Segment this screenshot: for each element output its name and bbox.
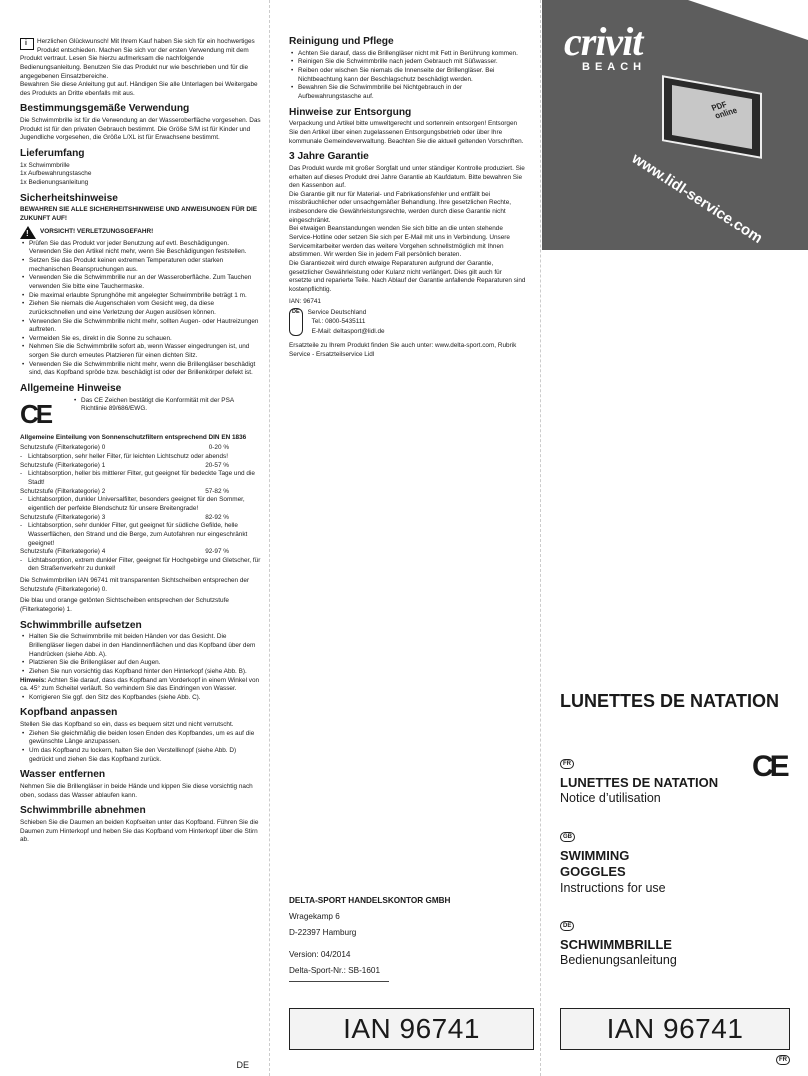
company-city: D-22397 Hamburg — [289, 927, 357, 937]
intro-block — [20, 38, 261, 98]
band-list — [20, 730, 261, 765]
spare-parts-text: Ersatzteile zu Ihrem Produkt finden Sie auch unter: www.delta-sport.com, Rubrik Service - Ersatzteilservice Lidl — [289, 342, 517, 358]
list-item: • Ziehen Sie niemals die Augenschalen vom Gesicht weg, da diese zurückschnellen und eine Verletzung der Augen auslösen können. — [20, 300, 261, 317]
list-item: • Platzieren Sie die Brillengläser auf den Augen. — [20, 659, 261, 668]
list-item: • Verwenden Sie die Schwimmbrille nur an der Wasseroberfläche. Zum Tauchen verwenden Sie bitte eine Tauchermaske. — [20, 274, 261, 291]
language-subtitle: Bedienungsanleitung — [560, 953, 677, 968]
filter-row: Schutzstufe (Filterkategorie) 1 20-57 % — [20, 461, 229, 469]
scope-item: 1x Schwimmbrille — [20, 161, 70, 169]
scope-item: 1x Aufbewahrungstasche — [20, 170, 92, 178]
heading-fit: Schwimmbrille aufsetzen — [20, 619, 142, 631]
language-badge: GB — [560, 832, 575, 842]
language-title: LUNETTES DE NATATION — [560, 775, 719, 790]
list-item: • Nehmen Sie die Schwimmbrille sofort ab, wenn Wasser eingedrungen ist, und sorgen Sie durch erneutes Platzieren für einen dichten Sitz. — [20, 343, 261, 360]
filter-desc: - Lichtabsorption, sehr heller Filter, für leichten Lichtschutz oder abends! — [20, 453, 261, 462]
intro-text-2: Bewahren Sie diese Anleitung gut auf. Händigen Sie alle Unterlagen bei Weitergabe des Produkts an Dritte ebenfalls mit aus. — [20, 81, 258, 97]
heading-band: Kopfband anpassen — [20, 707, 118, 719]
filter-row: Schutzstufe (Filterkategorie) 0 0-20 % — [20, 444, 229, 452]
filter-desc: - Lichtabsorption, heller bis mittlerer Filter, gut geeignet für bedeckte Tage und die Stadt! — [20, 470, 261, 487]
pdf-online-label: PDF online — [710, 99, 739, 121]
warning-triangle-icon: ! — [20, 226, 36, 239]
ce-mark-icon: CE — [752, 750, 786, 783]
ian-line: IAN: 96741 — [289, 297, 321, 305]
ian-number-box: IAN 96741 — [289, 1008, 534, 1050]
list-item: • Ziehen Sie nun vorsichtig das Kopfband hinter den Hinterkopf (siehe Abb. B). — [20, 668, 261, 677]
ce-note: • Das CE Zeichen bestätigt die Konformität mit der PSA Richtlinie 89/686/EWG. — [72, 397, 261, 414]
remove-text: Schieben Sie die Daumen an beiden Kopfseiten unter das Kopfband. Führen Sie die Daumen zum Hinterkopf und heben Sie das Kopfband vom Hinterkopf über die Stirn ab. — [20, 819, 259, 844]
service-name: Service Deutschland — [307, 309, 367, 317]
service-url: www.lidl-service.com — [628, 150, 766, 248]
ian-number-box: IAN 96741 — [560, 1008, 790, 1050]
water-text: Nehmen Sie die Brillengläser in beide Hände und kippen Sie diese vorsichtig nach oben, sodass das Wasser ablaufen kann. — [20, 783, 253, 799]
cover-page — [542, 0, 808, 1076]
warning-line — [20, 226, 261, 239]
filter-note: Die Schwimmbrillen IAN 96741 mit transparenten Sichtscheiben entsprechen der Schutzstufe (Filterkategorie) 0. — [20, 577, 250, 593]
language-subtitle: Notice d’utilisation — [560, 791, 661, 806]
care-list — [289, 50, 526, 102]
heading-water: Wasser entfernen — [20, 769, 106, 781]
list-item: • Achten Sie darauf, dass die Brillengläser nicht mit Fett in Berührung kommen. — [289, 50, 526, 59]
ce-mark-icon: CE — [20, 398, 51, 429]
filter-row: Schutzstufe (Filterkategorie) 3 82-92 % — [20, 513, 229, 521]
list-item: • Reiben oder wischen Sie niemals die Innenseite der Brillengläser. Bei Nichtbeachtung kann der Beschlagschutz beschädigt werden. — [289, 67, 526, 84]
company-street: Wragekamp 6 — [289, 911, 340, 921]
page-language-badge: FR — [776, 1055, 790, 1065]
list-item: • Bewahren Sie die Schwimmbrille bei Nichtgebrauch in der Aufbewahrungstasche auf. — [289, 84, 526, 101]
heading-scope: Lieferumfang — [20, 148, 85, 160]
intended-use-text: Die Schwimmbrille ist für die Verwendung an der Wasseroberfläche vorgesehen. Das Produkt ist für den privaten Gebrauch bestimmt. Die Größe S/M ist für Kinder und Jugendliche vorgesehen, die Größe L/XL ist für Erwachsene bestimmt. — [20, 117, 261, 142]
product-number: Delta-Sport-Nr.: SB-1601 — [289, 965, 381, 975]
language-entry-fr — [560, 752, 718, 807]
company-name: DELTA-SPORT HANDELSKONTOR GMBH — [289, 896, 451, 905]
heading-general: Allgemeine Hinweise — [20, 383, 122, 395]
cover-header — [542, 0, 808, 250]
fit-hint: Hinweis: Achten Sie darauf, dass das Kopfband am Vorderkopf in einem Winkel von ca. 45° zum Scheitel verläuft. So verhindern Sie das Eindringen von Wasser. — [20, 676, 260, 693]
list-item: • Reinigen Sie die Schwimmbrille nach jedem Gebrauch mit Süßwasser. — [289, 58, 526, 67]
page-column-de-1 — [0, 0, 270, 1076]
language-title: SWIMMING GOGGLES — [560, 848, 630, 880]
service-email: E-Mail: deltasport@lidl.de — [311, 327, 385, 335]
list-item: • Ziehen Sie gleichmäßig die beiden losen Enden des Kopfbandes, um es auf die gewünschte Länge anzupassen. — [20, 730, 261, 747]
list-item: • Halten Sie die Schwimmbrille mit beiden Händen vor das Gesicht. Die Brillengläser liegen dabei in den Handinnenflächen und das Kopfband über dem Handrücken (siehe Abb. A). — [20, 633, 261, 659]
fit-list — [20, 633, 261, 676]
laptop-icon — [662, 75, 762, 159]
list-item: • Verwenden Sie die Schwimmbrille nicht mehr, sollten Augen- oder Hautreizungen auftreten. — [20, 318, 261, 335]
service-phone: Tel.: 0800-5435111 — [311, 318, 366, 326]
warning-text: VORSICHT! VERLETZUNGSGEFAHR! — [40, 227, 154, 235]
language-entry-gb — [560, 825, 670, 896]
page-column-de-2 — [271, 0, 541, 1076]
disposal-text: Verpackung und Artikel bitte umweltgerecht und sortenrein entsorgen! Entsorgen Sie den Artikel über einen zugelassenen Entsorgungsbetrieb oder über Ihre kommunale Gemeindeverwaltung. Beachten Sie die aktuell geltenden Vorschriften. — [289, 120, 524, 145]
language-title: SCHWIMMBRILLE — [560, 937, 672, 952]
warranty-text: Bei etwaigen Beanstandungen wenden Sie sich bitte an die unten stehende Service-Hotline oder setzen Sie sich per E-Mail mit uns in Verbindung. Unsere Servicemitarbeiter werden das weitere Vorgehen schnellstmöglich mit Ihnen abstimmen. Wir werden Sie in jedem Fall persönlich beraten. — [289, 225, 510, 259]
version-label: Version: 04/2014 — [289, 949, 351, 959]
language-subtitle: Instructions for use — [560, 880, 666, 895]
heading-care: Reinigung und Pflege — [289, 36, 394, 47]
service-block — [289, 308, 526, 336]
manual-info-icon — [20, 38, 34, 50]
heading-remove: Schwimmbrille abnehmen — [20, 805, 146, 817]
safety-list — [20, 240, 261, 378]
safety-caps-text: BEWAHREN SIE ALLE SICHERHEITSHINWEISE UND ANWEISUNGEN FÜR DIE ZUKUNFT AUF! — [20, 206, 258, 223]
list-item: • Vermeiden Sie es, direkt in die Sonne zu schauen. — [20, 335, 261, 344]
divider — [289, 981, 389, 982]
heading-disposal: Hinweise zur Entsorgung — [289, 106, 412, 118]
filter-note: Die blau und orange getönten Sichtscheiben entsprechen der Schutzstufe (Filterkategorie) 1. — [20, 597, 229, 613]
country-badge: DE — [289, 308, 303, 336]
filter-desc: - Lichtabsorption, extrem dunkler Filter, geeignet für Hochgebirge und Gletscher, für den Straßenverkehr zu dunkel! — [20, 557, 261, 574]
warranty-text: Die Garantiezeit wird durch etwaige Reparaturen aufgrund der Garantie, gesetzlicher Gewährleistung oder Kulanz nicht verlängert. Dies gilt auch für ersetzte und reparierte Teile. Nach Ablauf der Garantie anfallende Reparaturen sind kostenpflichtig. — [289, 259, 526, 293]
list-item: • Korrigieren Sie ggf. den Sitz des Kopfbandes (siehe Abb. C). — [20, 694, 261, 703]
language-entry-de — [560, 914, 677, 969]
page-language-label: DE — [236, 1060, 249, 1070]
company-address — [289, 893, 450, 982]
brand-logo: crivit BEACH — [564, 19, 647, 73]
heading-safety: Sicherheitshinweise — [20, 192, 118, 204]
product-title: LUNETTES DE NATATION — [560, 691, 779, 711]
intro-text: Herzlichen Glückwunsch! Mit Ihrem Kauf haben Sie sich für ein hochwertiges Produkt entschieden. Machen Sie sich vor der ersten Verwendung mit dem Produkt vertraut. Lesen Sie hierzu aufmerksam die nachfolgende Bedienungsanleitung. Benutzen Sie das Produkt nur wie beschrieben und für die angegebenen Einsatzbereiche. — [20, 38, 255, 80]
filter-desc: - Lichtabsorption, dunkler Universalfilter, besonders geeignet für den Sommer, eigentlich der perfekte Blendschutz für unsere Breitengrade! — [20, 496, 261, 513]
heading-warranty: 3 Jahre Garantie — [289, 151, 369, 163]
language-badge: FR — [560, 759, 574, 769]
list-item: • Um das Kopfband zu lockern, halten Sie den Verstellknopf (siehe Abb. D) gedrückt und ziehen Sie das Kopfband zurück. — [20, 747, 261, 764]
warranty-text: Das Produkt wurde mit großer Sorgfalt und unter ständiger Kontrolle produziert. Sie erhalten auf dieses Produkt drei Jahre Garantie ab Kaufdatum. Bitte bewahren Sie den Kassenbon auf. — [289, 164, 525, 190]
ce-note-block — [20, 397, 261, 432]
scope-item: 1x Bedienungsanleitung — [20, 179, 89, 187]
language-badge: DE — [560, 921, 574, 931]
list-item: • Die maximal erlaubte Sprunghöhe mit angelegter Schwimmbrille beträgt 1 m. — [20, 292, 261, 301]
heading-intended-use: Bestimmungsgemäße Verwendung — [20, 103, 190, 115]
filter-row: Schutzstufe (Filterkategorie) 2 57-82 % — [20, 487, 229, 495]
filter-heading: Allgemeine Einteilung von Sonnenschutzfiltern entsprechend DIN EN 1836 — [20, 433, 247, 441]
list-item: • Setzen Sie das Produkt keinen extremen Temperaturen oder starken mechanischen Beanspruchungen aus. — [20, 257, 261, 274]
list-item: • Verwenden Sie die Schwimmbrille nicht mehr, wenn die Brillengläser beschädigt sind, das Kopfband spröde bzw. beschädigt ist oder der Brillenkörper defekt ist. — [20, 361, 261, 378]
filter-row: Schutzstufe (Filterkategorie) 4 92-97 % — [20, 548, 229, 556]
filter-desc: - Lichtabsorption, sehr dunkler Filter, gut geeignet für südliche Gefilde, helle Wasserflächen, den Strand und die Berge, zum Autofahren nur eingeschränkt geeignet! — [20, 522, 261, 548]
filter-table — [20, 444, 261, 574]
warranty-text: Die Garantie gilt nur für Material- und Fabrikationsfehler und entfällt bei missbräuchlicher oder unsachgemäßer Behandlung. Ihre gesetzlichen Rechte, insbesondere die Gewährleistungsrechte, werden durch diese Garantie nicht eingeschränkt. — [289, 190, 512, 224]
list-item: • Prüfen Sie das Produkt vor jeder Benutzung auf evtl. Beschädigungen. Verwenden Sie den Artikel nicht mehr, wenn Sie Beschädigungen feststellen. — [20, 240, 261, 257]
band-text: Stellen Sie das Kopfband so ein, dass es bequem sitzt und nicht verrutscht. — [20, 721, 234, 729]
